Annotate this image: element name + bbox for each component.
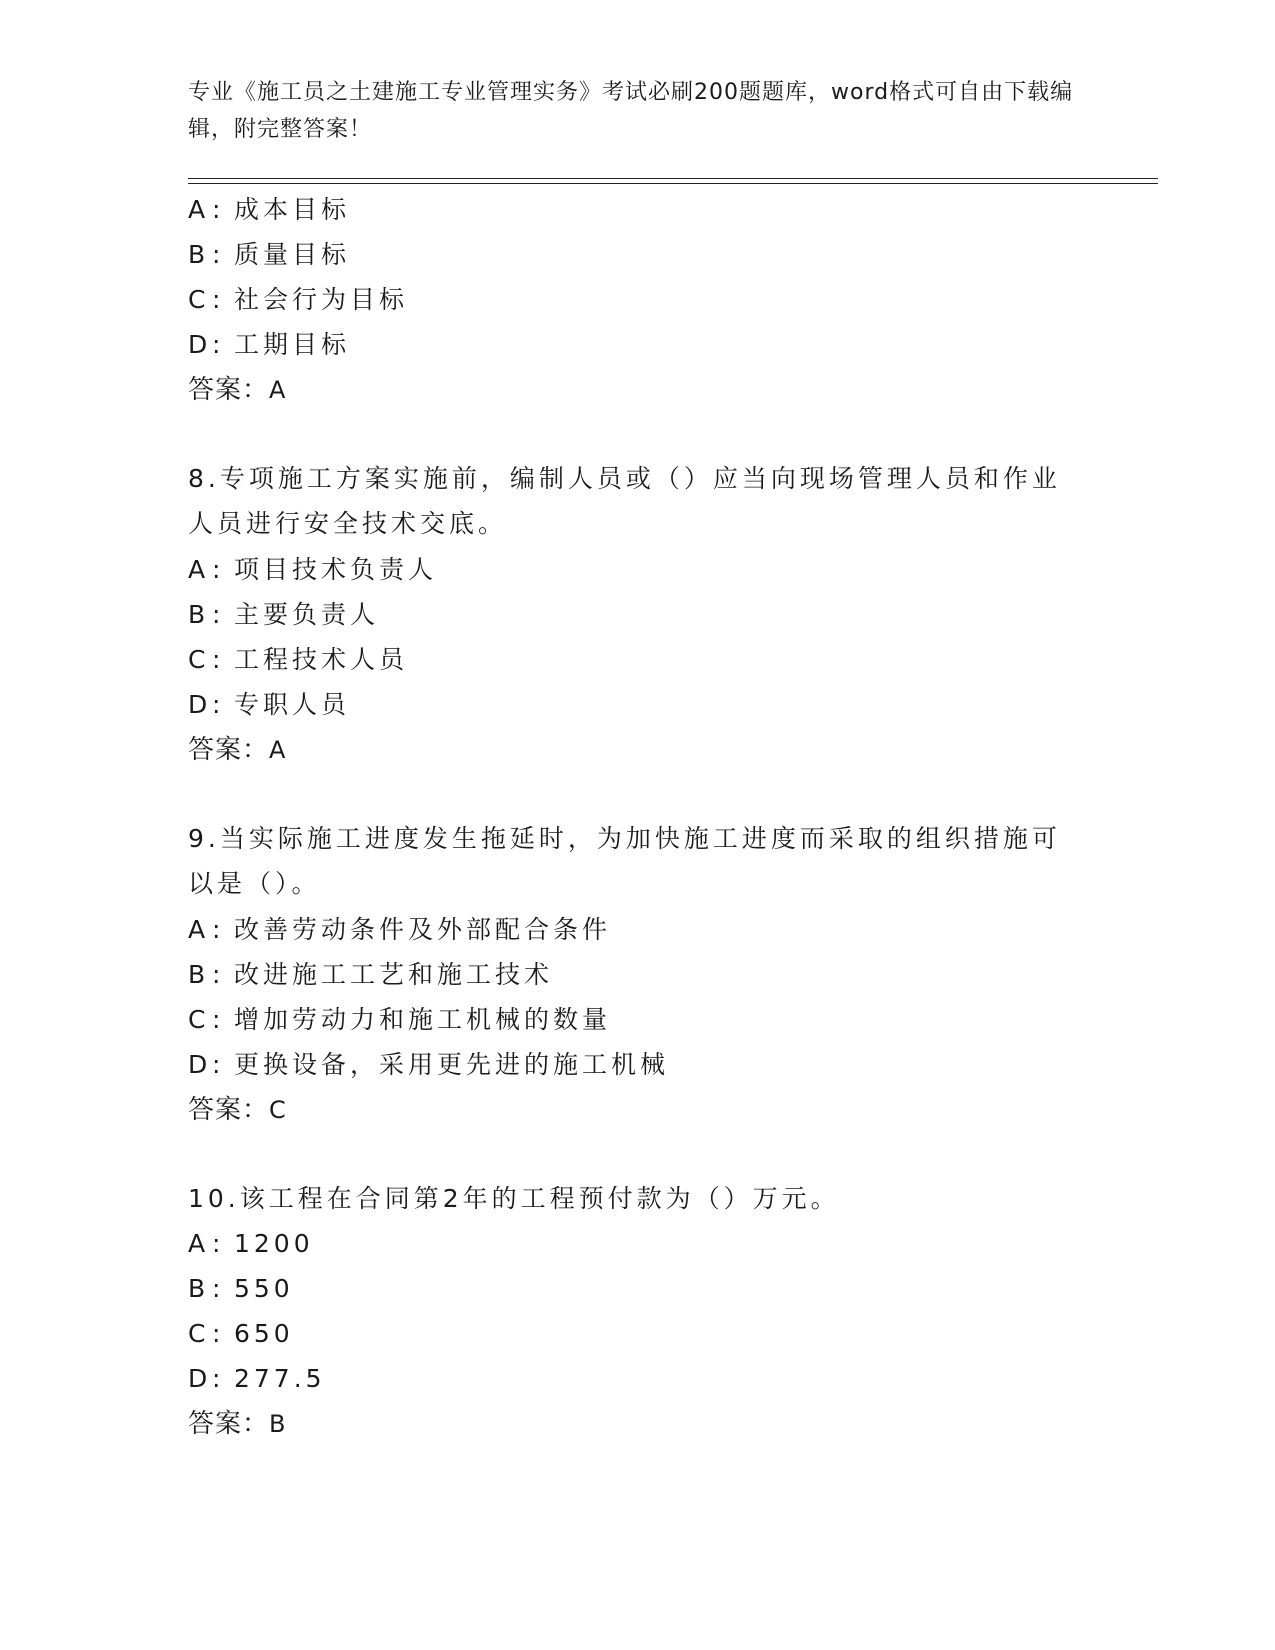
header-divider-top [188, 178, 1158, 179]
option-d: D : 更换设备，采用更先进的施工机械 [188, 1050, 670, 1079]
question-10-text: 10.该工程在合同第2年的工程预付款为（）万元。 [188, 1184, 840, 1213]
answer-line: 答案：A [188, 735, 287, 765]
question-9-text: 9.当实际施工进度发生拖延时，为加快施工进度而采取的组织措施可 [188, 824, 1061, 853]
option-c: C : 工程技术人员 [188, 645, 409, 674]
answer-line: 答案：B [188, 1409, 287, 1439]
option-a: A : 改善劳动条件及外部配合条件 [188, 915, 612, 944]
question-9-text-cont: 以是（）。 [188, 869, 321, 898]
option-a: A : 1200 [188, 1229, 314, 1258]
option-c: C : 650 [188, 1319, 294, 1348]
header-divider-bottom [188, 183, 1158, 184]
option-d: D : 工期目标 [188, 330, 351, 359]
option-a: A : 项目技术负责人 [188, 555, 438, 584]
option-b: B : 改进施工工艺和施工技术 [188, 960, 554, 989]
document-header: 专业《施工员之土建施工专业管理实务》考试必刷200题题库，word格式可自由下载编辑，附完整答案！ [188, 80, 1074, 142]
question-8-text-cont: 人员进行安全技术交底。 [188, 509, 508, 538]
question-8-text: 8.专项施工方案实施前，编制人员或（）应当向现场管理人员和作业 [188, 464, 1061, 493]
option-c: C : 增加劳动力和施工机械的数量 [188, 1005, 612, 1034]
answer-line: 答案：A [188, 375, 287, 405]
option-c: C : 社会行为目标 [188, 285, 409, 314]
option-b: B : 主要负责人 [188, 600, 380, 629]
answer-line: 答案：C [188, 1095, 287, 1125]
option-d: D : 277.5 [188, 1364, 326, 1393]
option-d: D : 专职人员 [188, 690, 351, 719]
option-b: B : 质量目标 [188, 240, 351, 269]
option-b: B : 550 [188, 1274, 294, 1303]
option-a: A : 成本目标 [188, 195, 351, 224]
